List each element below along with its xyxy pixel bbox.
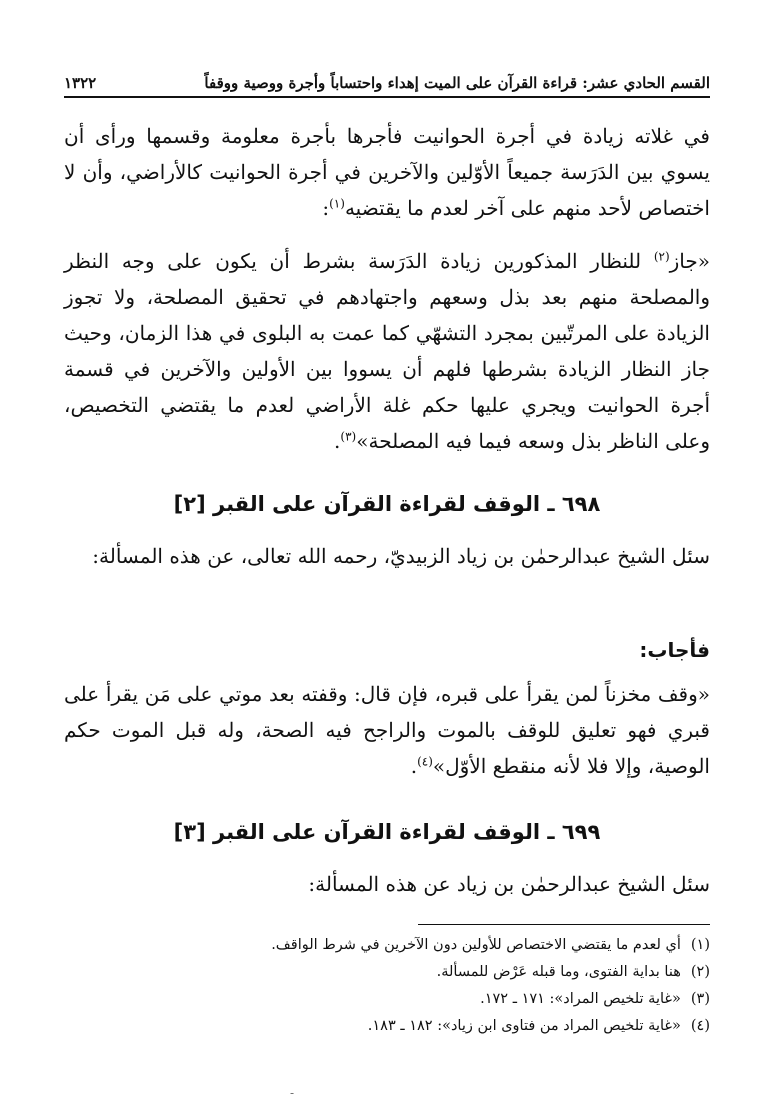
question-699 bbox=[64, 866, 710, 902]
answer-tail: . bbox=[410, 754, 418, 778]
question-698-text: سئل الشيخ عبدالرحمٰن بن زياد الزبيديّ، رحمه الله تعالى، عن هذه المسألة: bbox=[92, 544, 710, 568]
intro-tail: : bbox=[322, 196, 330, 220]
intro-paragraph bbox=[64, 118, 710, 226]
footnote-number: (٣) bbox=[690, 991, 710, 1007]
section-heading-699: ٦٩٩ ـ الوقف لقراءة القرآن على القبر [٣] bbox=[173, 820, 601, 844]
footnote-3 bbox=[64, 986, 710, 1013]
intro-text: في غلاته زيادة في أجرة الحوانيت فأجرها بأجرة معلومة وقسمها ورأى أن يسوي بين الدَرَسة جميعاً الأوّلين والآخرين في أجرة الحوانيت كالأراضي، وأن لا اختصاص لأحد منهم على آخر لعدم ما يقتضيه bbox=[64, 124, 710, 220]
footnote-number: (٢) bbox=[690, 964, 710, 980]
footnote-ref-1: (١) bbox=[329, 196, 345, 211]
answer-label: فأجاب: bbox=[639, 638, 710, 662]
footnote-ref-3: (٣) bbox=[340, 429, 357, 444]
footnote-number: (٤) bbox=[690, 1018, 710, 1034]
footnote-ref-4: (٤) bbox=[417, 754, 433, 769]
header-rule bbox=[64, 96, 710, 98]
footnote-2 bbox=[64, 959, 710, 986]
question-698 bbox=[64, 538, 710, 574]
footnote-rule bbox=[418, 924, 710, 925]
question-699-text: سئل الشيخ عبدالرحمٰن بن زياد عن هذه المسألة: bbox=[308, 872, 710, 896]
running-title: القسم الحادي عشر: قراءة القرآن على الميت إهداء واحتساباً وأجرة ووصية ووقفاً bbox=[204, 74, 710, 92]
footnote-text: هنا بداية الفتوى، وما قبله عَرْض للمسألة. bbox=[436, 964, 681, 980]
footnote-text: «غاية تلخيص المراد من فتاوى ابن زياد»: ١٨٢ ـ ١٨٣. bbox=[367, 1018, 681, 1034]
footnote-text: «غاية تلخيص المراد»: ١٧١ ـ ١٧٢. bbox=[480, 991, 681, 1007]
footnote-text: أي لعدم ما يقتضي الاختصاص للأولين دون الآخرين في شرط الواقف. bbox=[271, 937, 681, 953]
quote-paragraph bbox=[64, 243, 710, 459]
footnotes bbox=[64, 932, 710, 1040]
running-header bbox=[64, 62, 710, 92]
answer-698-text: «وقف مخزناً لمن يقرأ على قبره، فإن قال: وقفته بعد موتي على مَن يقرأ على قبري فهو تعليق للوقف بالموت والراجح فيه الصحة، وله قبل الموت حكم الوصية، وإلا فلا لأنه منقطع الأوّل» bbox=[64, 682, 710, 778]
page-bottom-mark: - bbox=[290, 1086, 295, 1100]
quote-lead: «جاز bbox=[669, 249, 710, 273]
footnote-number: (١) bbox=[690, 937, 710, 953]
answer-698 bbox=[64, 676, 710, 784]
quote-text: للنظار المذكورين زيادة الدَرَسة بشرط أن يكون على وجه النظر والمصلحة منهم بعد بذل وسعهم واجتهادهم في تحقيق المصلحة، ولا تجوز الزيادة على المرتّبين بمجرد التشهّي كما عمت به البلوى في هذا الزمان، وحيث جاز النظار الزيادة بشرطها فلهم أن يسووا بين الأولين والآخرين في قسمة أجرة الحوانيت ويجري عليها حكم غلة الأراضي لعدم ما يقتضي التخصيص، وعلى الناظر بذل وسعه فيما فيه المصلحة» bbox=[64, 249, 710, 453]
quote-tail: . bbox=[334, 429, 341, 453]
footnote-ref-2: (٢) bbox=[653, 249, 670, 264]
page-number: ١٣٢٢ bbox=[64, 74, 97, 92]
section-heading-698: ٦٩٨ ـ الوقف لقراءة القرآن على القبر [٢] bbox=[173, 492, 601, 516]
footnote-4 bbox=[64, 1013, 710, 1040]
footnote-1 bbox=[64, 932, 710, 959]
